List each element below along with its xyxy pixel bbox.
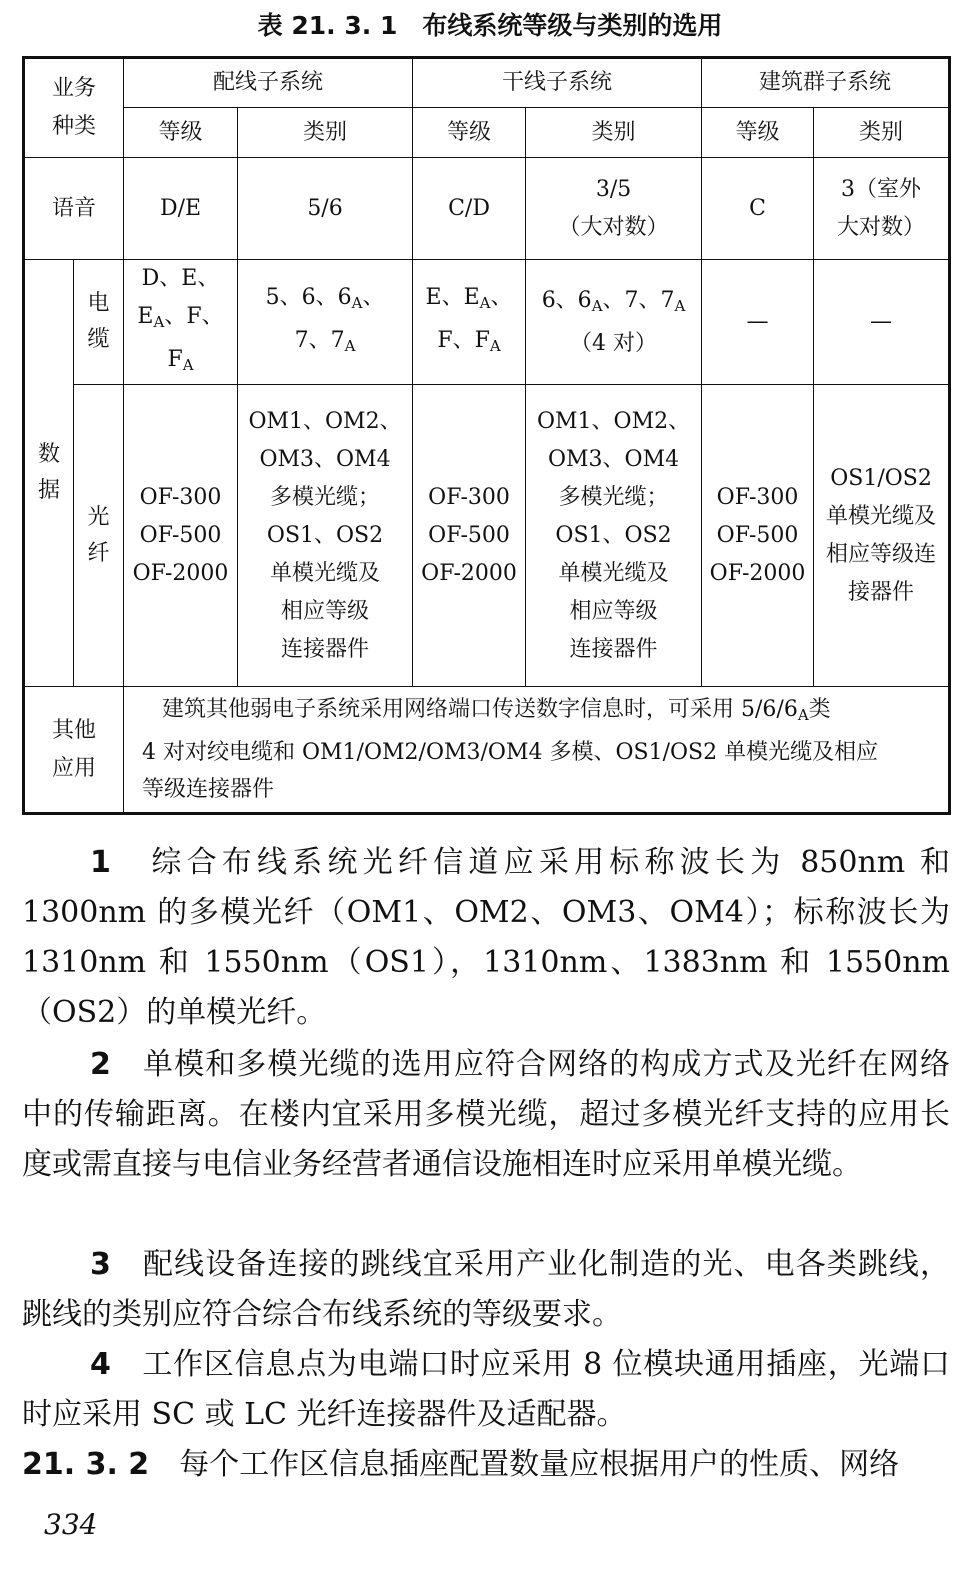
- cell-line: 相应等级: [569, 598, 658, 624]
- cell-line: 相应等级连: [826, 541, 937, 567]
- table-cell: [413, 385, 526, 687]
- cell-line: OS1/OS2: [830, 465, 932, 491]
- table-cell: [702, 260, 814, 385]
- table-cell: [702, 385, 814, 687]
- table-title: 表 21. 3. 1 布线系统等级与类别的选用: [257, 11, 723, 40]
- table-cell: [124, 260, 238, 385]
- cell-text: F: [167, 347, 183, 372]
- table-cell: [526, 260, 702, 385]
- page-number: 334: [44, 1508, 98, 1541]
- subscript: A: [489, 337, 501, 355]
- paragraph: 3 配线设备连接的跳线宜采用产业化制造的光、电各类跳线，跳线的类别应符合综合布线系统的等级要求。: [22, 1247, 951, 1332]
- sub-header: 等级: [702, 108, 814, 158]
- cell-line: OM1、OM2、: [536, 408, 691, 434]
- other-row: [24, 687, 950, 814]
- cell-line: OM1、OM2、: [248, 408, 402, 434]
- cell-line: 接器件: [848, 579, 915, 605]
- cell-line: 连接器件: [281, 636, 370, 662]
- cell-line: C/D: [448, 195, 490, 221]
- row-label-data: 数 据: [24, 260, 74, 687]
- table-cell: [238, 385, 413, 687]
- cell-text: —: [870, 309, 893, 334]
- cell-text: 、: [490, 285, 513, 310]
- cell-text: 7、7: [294, 328, 345, 353]
- cell-text: —: [746, 309, 769, 334]
- table-cell: [526, 385, 702, 687]
- cell-line: OM3、OM4: [259, 446, 391, 472]
- cell-line: OF-500: [428, 522, 510, 548]
- sub-header: 等级: [124, 108, 238, 158]
- clause: 21. 3. 2 每个工作区信息插座配置数量应根据用户的性质、网络: [22, 1447, 900, 1482]
- cell-line: OF-2000: [709, 560, 806, 586]
- table-cell: [413, 260, 526, 385]
- cell-text: 、7、7: [602, 287, 675, 313]
- cell-line: OS1、OS2: [555, 522, 672, 548]
- cell-line: OF-2000: [132, 560, 229, 586]
- subscript: A: [479, 294, 491, 312]
- cell-line: OF-300: [139, 484, 222, 510]
- cell-line: OM3、OM4: [547, 446, 680, 472]
- sub-header: 类别: [238, 108, 413, 158]
- cell-line: 相应等级: [281, 598, 370, 624]
- cell-line: [413, 279, 525, 322]
- table-cell: [413, 158, 526, 260]
- group-header-campus: 建筑群子系统: [702, 58, 950, 108]
- sub-header: 类别: [526, 108, 702, 158]
- row-label-cable: 电 缆: [74, 260, 124, 385]
- cell-line: 单模光缆及: [558, 560, 669, 586]
- table-cell: [814, 385, 950, 687]
- cell-line: OF-500: [716, 522, 799, 548]
- cell-line: 3/5: [595, 176, 632, 202]
- cell-line: [814, 303, 948, 341]
- row-label-fiber: 光 纤: [74, 385, 124, 687]
- paragraph: 1 综合布线系统光纤信道应采用标称波长为 850nm 和 1300nm 的多模光纤（OM1、OM2、OM3、OM4）；标称波长为 1310nm 和 1550nm（OS1），1310nm、1383nm 和 1550nm（OS2）的单模光纤。: [22, 845, 951, 1030]
- cell-line: 单模光缆及: [826, 503, 937, 529]
- cell-line: 多模光缆；: [558, 484, 669, 510]
- cell-text: 6、6: [541, 287, 592, 313]
- corner-header: 业务 种类: [24, 58, 124, 158]
- cell-line: 单模光缆及: [270, 560, 381, 586]
- cell-line: 连接器件: [569, 636, 658, 662]
- cell-line: [702, 303, 813, 341]
- table-cell: [124, 385, 238, 687]
- cell-line: [526, 325, 701, 363]
- cell-line: OF-500: [139, 522, 222, 548]
- cell-line: OF-300: [716, 484, 799, 510]
- group-header-backbone: 干线子系统: [413, 58, 702, 108]
- subscript: A: [344, 337, 356, 355]
- cell-line: OF-300: [428, 484, 510, 510]
- cell-line: [238, 322, 412, 365]
- cell-line: 3（室外: [841, 176, 922, 202]
- cell-line: [124, 298, 237, 341]
- cell-line: 大对数）: [837, 214, 926, 240]
- cell-line: D/E: [159, 195, 202, 221]
- cell-line: OS1、OS2: [266, 522, 384, 548]
- cell-text: 、: [362, 285, 385, 310]
- table-cell: [814, 158, 950, 260]
- subscript: A: [351, 294, 363, 312]
- row-label-voice: 语音: [24, 158, 124, 260]
- table-cell: [814, 260, 950, 385]
- fiber-row: [24, 385, 950, 687]
- cell-line: [526, 282, 701, 325]
- paragraph: 4 工作区信息点为电端口时应采用 8 位模块通用插座，光端口时应采用 SC 或 LC 光纤连接器件及适配器。: [22, 1347, 950, 1432]
- cell-line: OF-2000: [421, 560, 517, 586]
- cell-line: [124, 260, 237, 298]
- cell-line: [413, 322, 525, 365]
- cell-text: E: [137, 304, 154, 329]
- table-cell: [526, 158, 702, 260]
- cell-text: （4 对）: [570, 330, 658, 356]
- table-cell: [702, 158, 814, 260]
- cell-line: （大对数）: [558, 214, 669, 240]
- subscript: A: [591, 296, 603, 315]
- cell-text: E、E: [425, 285, 480, 310]
- row-label-other: 其他 应用: [24, 687, 124, 814]
- other-application-note: 建筑其他弱电子系统采用网络端口传送数字信息时，可采用 $5/6/6_A$类 4 对对绞电缆和 OM1/OM2/OM3/OM4 多模、OS1/OS2 单模光缆及相应 等级连接器件: [124, 687, 950, 814]
- cable-row: [24, 260, 950, 385]
- subscript: A: [182, 356, 194, 374]
- subscript: A: [153, 313, 165, 331]
- spec-table: [22, 56, 951, 815]
- table-cell: [238, 260, 413, 385]
- cell-text: D、E、: [141, 266, 220, 291]
- cell-text: 、F、: [164, 304, 224, 329]
- cell-text: 5、6、6: [265, 285, 352, 310]
- table-cell: [124, 158, 238, 260]
- cell-text: F、F: [437, 328, 490, 353]
- paragraph: 2 单模和多模光缆的选用应符合网络的构成方式及光纤在网络中的传输距离。在楼内宜采用多模光缆，超过多模光纤支持的应用长度或需直接与电信业务经营者通信设施相连时应采用单模光缆。: [22, 1047, 951, 1182]
- cell-line: 多模光缆；: [270, 484, 381, 510]
- sub-header: 等级: [413, 108, 526, 158]
- table-cell: [238, 158, 413, 260]
- cell-line: C: [749, 195, 766, 221]
- subscript: A: [674, 296, 686, 315]
- group-header-distribution: 配线子系统: [124, 58, 413, 108]
- sub-header: 类别: [814, 108, 950, 158]
- cell-line: [124, 341, 237, 384]
- voice-row: [24, 158, 950, 260]
- cell-line: [238, 279, 412, 322]
- cell-line: 5/6: [307, 195, 343, 221]
